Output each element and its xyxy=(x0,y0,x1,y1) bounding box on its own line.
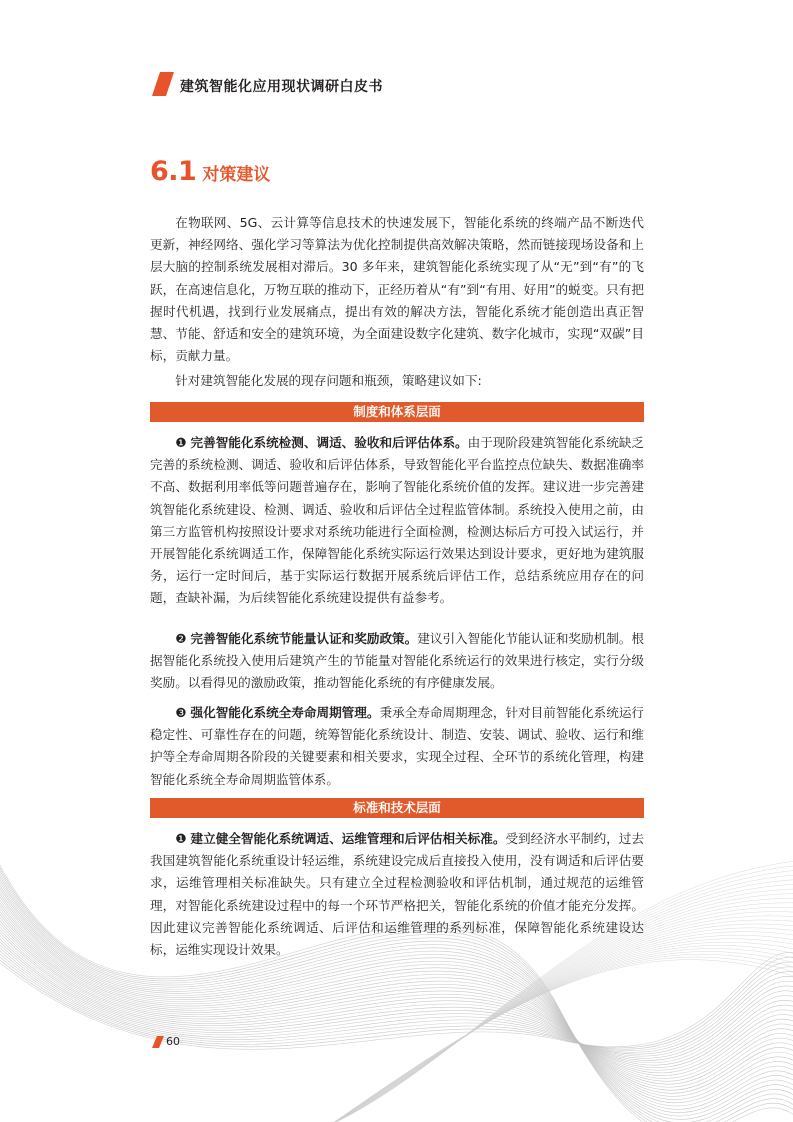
item-title: 完善智能化系统检测、调适、验收和后评估体系。 xyxy=(190,435,468,450)
recommendation-item xyxy=(150,702,644,791)
subsection-band-policy: 制度和体系层面 xyxy=(150,402,644,422)
recommendation-item xyxy=(150,628,644,695)
intro-lead-paragraph: 针对建筑智能化发展的现存问题和瓶颈，策略建议如下: xyxy=(175,373,482,388)
subsection-band-standards: 标准和技术层面 xyxy=(150,798,644,818)
header-accent-bar-icon xyxy=(152,72,174,96)
item-body: 建议引入智能化节能认证和奖励机制。根据智能化系统投入使用后建筑产生的节能量对智能化系统运行的效果进行核定，实行分级奖励。以看得见的激励政策，推动智能化系统的有序健康发展。 xyxy=(150,631,644,691)
item-body: 由于现阶段建筑智能化系统缺乏完善的系统检测、调适、验收和后评估体系，导致智能化平台监控点位缺失、数据准确率不高、数据利用率低等问题普遍存在，影响了智能化系统价值的发挥。建议进一步完善建筑智能化系统建设、检测、调适、验收和后评估全过程监管体制。系统投入使用之前，由第三方监管机构按照设计要求对系统功能进行全面检测，检测达标后方可投入试运行，并开展智能化系统调适工作，保障智能化系统实际运行效果达到设计要求，更好地为建筑服务，运行一定时间后，基于实际运行数据开展系统后评估工作，总结系统应用存在的问题，查缺补漏，为后续智能化系统建设提供有益参考。 xyxy=(150,435,644,606)
section-heading xyxy=(150,156,270,187)
page-number: 60 xyxy=(166,1035,180,1048)
recommendation-item xyxy=(150,432,644,610)
item-body: 受到经济水平制约，过去我国建筑智能化系统重设计轻运维，系统建设完成后直接投入使用，没有调适和后评估要求，运维管理相关标准缺失。只有建立全过程检测验收和评估机制，通过规范的运维管理，对智能化系统建设过程中的每一个环节严格把关，智能化系统的价值才能充分发挥。因此建议完善智能化系统调适、后评估和运维管理的系列标准，保障智能化系统建设达标，运维实现设计效果。 xyxy=(150,831,645,958)
item-number-badge: ❸ xyxy=(175,705,187,720)
item-number-badge: ❷ xyxy=(175,631,187,646)
item-number-badge: ❶ xyxy=(175,435,187,450)
item-number-badge: ❶ xyxy=(175,831,187,846)
item-title: 强化智能化系统全寿命周期管理。 xyxy=(190,705,380,720)
recommendation-item xyxy=(150,828,644,961)
item-title: 完善智能化系统节能量认证和奖励政策。 xyxy=(190,631,418,646)
section-number: 6.1 xyxy=(150,156,197,187)
item-body: 秉承全寿命周期理念，针对目前智能化系统运行稳定性、可靠性存在的问题，统筹智能化系统设计、制造、安装、调试、验收、运行和维护等全寿命周期各阶段的关键要素和相关要求，实现全过程、全环节的系统化管理，构建智能化系统全寿命周期监管体系。 xyxy=(150,705,645,787)
document-title: 建筑智能化应用现状调研白皮书 xyxy=(180,79,383,95)
footer-accent-icon xyxy=(152,1036,164,1048)
section-title: 对策建议 xyxy=(202,165,271,185)
item-title: 建立健全智能化系统调适、运维管理和后评估相关标准。 xyxy=(190,831,506,846)
intro-paragraph: 在物联网、5G、云计算等信息技术的快速发展下，智能化系统的终端产品不断迭代更新，神经网络、强化学习等算法为优化控制提供高效解决策略，然而链接现场设备和上层大脑的控制系统发展相对滞后。30 多年来，建筑智能化系统实现了从“无”到“有”的飞跃，在高速信息化，万物互联的推动下，正经历着从“有”到“有用、好用”的蜕变。只有把握时代机遇，找到行业发展痛点，提出有效的解决方法，智能化系统才能创造出真正智慧、节能、舒适和安全的建筑环境，为全面建设数字化建筑、数字化城市，实现“双碳”目标，贡献力量。 xyxy=(150,215,644,364)
